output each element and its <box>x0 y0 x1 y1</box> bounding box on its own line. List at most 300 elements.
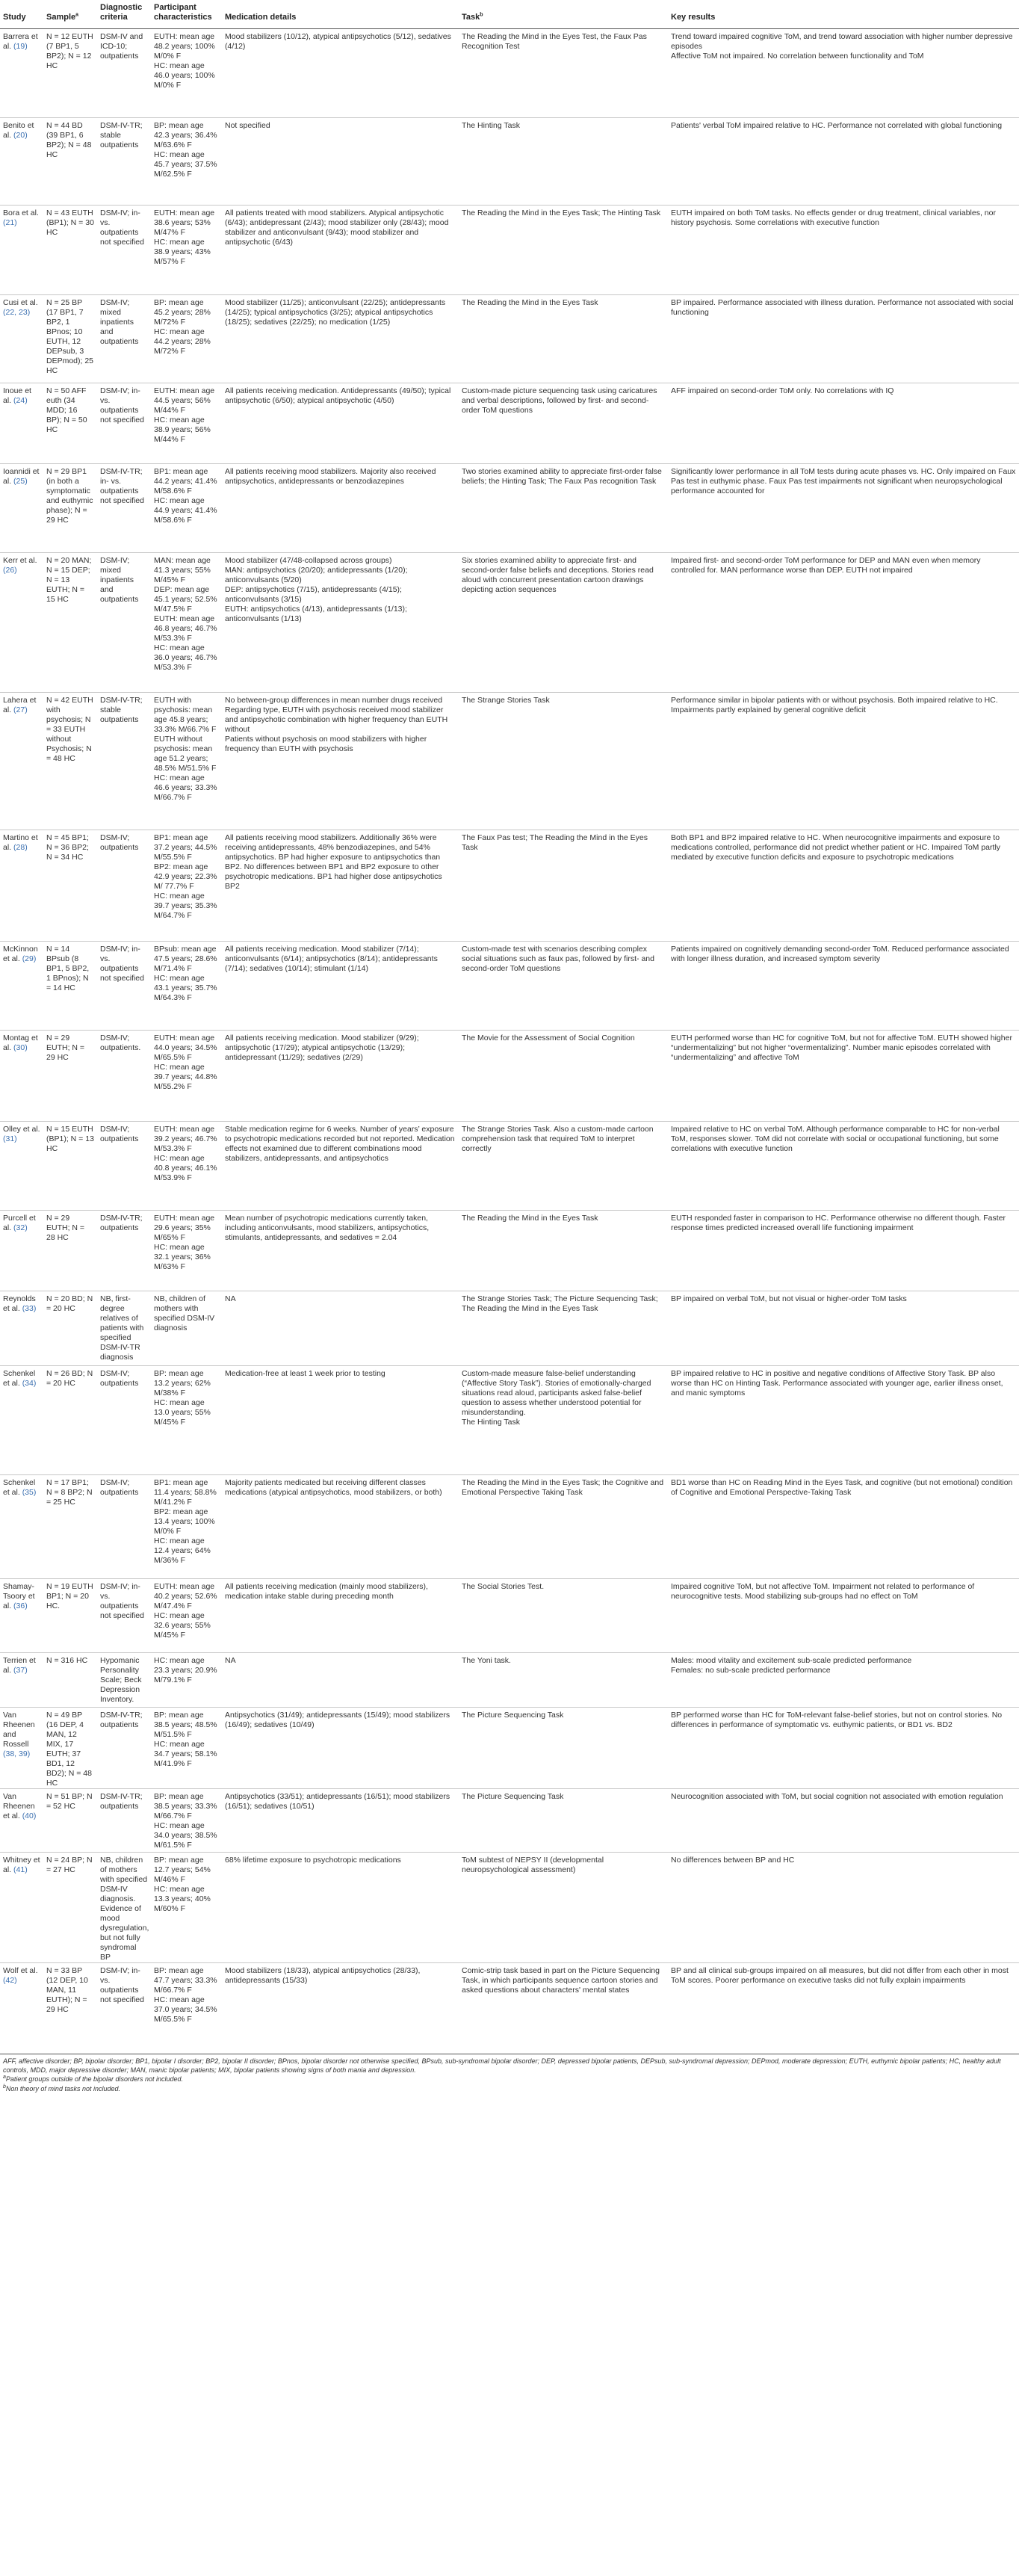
cell-text: DSM-IV; outpatients. <box>100 1034 141 1052</box>
cell-text: EUTH impaired on both ToM tasks. No effects gender or drug treatment, clinical variables, nor history psychosis. Some correlations with executive function <box>671 209 996 227</box>
cell-text: The Picture Sequencing Task <box>462 1792 564 1801</box>
cell-text: The Strange Stories Task. Also a custom-made cartoon comprehension task that required ToM to interpret correctly <box>462 1125 654 1153</box>
reference-link[interactable]: (20) <box>13 131 28 140</box>
cell-sample <box>43 693 97 830</box>
cell-task <box>459 1963 668 2054</box>
cell-text: BP: mean age 13.2 years; 62% M/38% F <box>154 1369 211 1397</box>
cell-text: Patients impaired on cognitively demanding second-order ToM. Reduced performance associated with longer illness duration, and increased symptom severity <box>671 945 1009 963</box>
cell-text: NA <box>225 1294 236 1303</box>
cell-diagnostic-criteria <box>97 1475 151 1579</box>
table-row <box>0 118 1019 206</box>
cell-text: HC: mean age 36.0 years; 46.7% M/53.3% F <box>154 643 217 672</box>
footnote <box>3 2075 1016 2084</box>
cell-medication-details <box>222 29 459 118</box>
cell-medication-details <box>222 1475 459 1579</box>
cell-sample <box>43 830 97 942</box>
cell-text: MAN: antipsychotics (20/20); antidepressants (1/20); anticonvulsants (5/20) <box>225 566 408 584</box>
cell-participant-characteristics <box>151 942 222 1031</box>
reference-link[interactable]: (33) <box>22 1304 37 1313</box>
cell-text: Kerr et al. (26) <box>3 556 37 575</box>
cell-text: EUTH: antipsychotics (4/13), antidepressants (1/13); anticonvulsants (1/13) <box>225 605 407 623</box>
cell-participant-characteristics <box>151 1291 222 1366</box>
cell-study <box>0 29 43 118</box>
cell-text: Ioannidi et al. (25) <box>3 467 40 486</box>
cell-text: EUTH: mean age 48.2 years; 100% M/0% F <box>154 32 215 61</box>
table-row <box>0 942 1019 1031</box>
cell-text: Performance similar in bipolar patients with or without psychosis. Both impaired relative to HC. Impairments partly explained by general cognitive deficit <box>671 696 998 714</box>
cell-key-results <box>668 1708 1019 1789</box>
cell-sample <box>43 1653 97 1708</box>
cell-text: BP impaired relative to HC in positive and negative conditions of Affective Story Task. BP also worse than HC on Hinting Task. Performance associated with younger age, earlier illness onset, and manic symptoms <box>671 1369 1003 1397</box>
cell-text: N = 17 BP1; N = 8 BP2; N = 25 HC <box>46 1478 93 1507</box>
cell-text: EUTH: mean age 46.8 years; 46.7% M/53.3% F <box>154 614 217 643</box>
cell-text: 68% lifetime exposure to psychotropic medications <box>225 1856 401 1865</box>
cell-text: DSM-IV; in- vs. outpatients not specified <box>100 209 144 247</box>
cell-text: All patients treated with mood stabilizers. Atypical antipsychotic (6/43); antidepressant (2/43); mood stabilizer only (28/43); mood stabilizer and anticonvulsant (9/43); mood stabilizer and antipsychotic (6/43) <box>225 209 449 247</box>
cell-diagnostic-criteria <box>97 553 151 693</box>
reference-link[interactable]: (26) <box>3 566 17 575</box>
header-footnote-marker: a <box>75 12 79 18</box>
table-row <box>0 1366 1019 1475</box>
cell-text: Lahera et al. (27) <box>3 696 37 714</box>
reference-link[interactable]: (38, 39) <box>3 1749 31 1758</box>
cell-text: EUTH: mean age 38.6 years; 53% M/47% F <box>154 209 215 237</box>
cell-diagnostic-criteria <box>97 1211 151 1291</box>
table-row <box>0 29 1019 118</box>
reference-link[interactable]: (21) <box>3 218 17 227</box>
cell-text: Schenkel et al. (34) <box>3 1369 37 1388</box>
cell-text: DSM-IV; mixed inpatients and outpatients <box>100 298 139 346</box>
cell-text: N = 15 EUTH (BP1); N = 13 HC <box>46 1125 94 1153</box>
cell-text: Shamay-Tsoory et al. (36) <box>3 1582 35 1610</box>
cell-medication-details <box>222 206 459 295</box>
cell-text: DSM-IV and ICD-10; outpatients <box>100 32 143 61</box>
cell-medication-details <box>222 942 459 1031</box>
cell-text: Custom-made measure false-belief understanding (“Affective Story Task”). Stories of emotionally-charged situations read aloud, participants asked false-belief question to assess whether understood potential for misunderstanding. <box>462 1369 651 1417</box>
cell-study <box>0 1708 43 1789</box>
cell-text: DSM-IV; in- vs. outpatients not specified <box>100 945 144 983</box>
table-row <box>0 464 1019 553</box>
cell-study <box>0 1122 43 1211</box>
cell-study <box>0 464 43 553</box>
cell-sample <box>43 383 97 464</box>
cell-text: DEP: mean age 45.1 years; 52.5% M/47.5% F <box>154 585 217 614</box>
cell-text: Affective ToM not impaired. No correlation between functionality and ToM <box>671 52 924 61</box>
cell-text: Mood stabilizer (11/25); anticonvulsant (22/25); antidepressants (14/25); typical antipsychotics (3/25); atypical antipsychotics (18/25); sedatives (22/25); no medication (1/25) <box>225 298 446 327</box>
cell-text: EUTH: mean age 39.2 years; 46.7% M/53.3% F <box>154 1125 217 1153</box>
cell-text: N = 43 EUTH (BP1); N = 30 HC <box>46 209 94 237</box>
reference-link[interactable]: (28) <box>13 843 28 852</box>
cell-sample <box>43 1122 97 1211</box>
cell-text: HC: mean age 32.1 years; 36% M/63% F <box>154 1243 211 1271</box>
cell-sample <box>43 1291 97 1366</box>
cell-text: Purcell et al. (32) <box>3 1214 36 1232</box>
footnote-marker: a <box>3 2075 6 2080</box>
table-row <box>0 206 1019 295</box>
cell-sample <box>43 464 97 553</box>
cell-diagnostic-criteria <box>97 295 151 383</box>
cell-text: Mood stabilizers (18/33), atypical antipsychotics (28/33), antidepressants (15/33) <box>225 1966 421 1985</box>
reference-link[interactable]: (29) <box>22 954 37 963</box>
cell-study <box>0 1211 43 1291</box>
cell-text: Males: mood vitality and excitement sub-scale predicted performance <box>671 1656 912 1665</box>
cell-diagnostic-criteria <box>97 1853 151 1963</box>
cell-text: DSM-IV-TR; in- vs. outpatients not specified <box>100 467 144 505</box>
cell-text: HC: mean age 44.2 years; 28% M/72% F <box>154 327 211 356</box>
cell-diagnostic-criteria <box>97 830 151 942</box>
cell-medication-details <box>222 1211 459 1291</box>
table-row <box>0 1708 1019 1789</box>
cell-text: BPsub: mean age 47.5 years; 28.6% M/71.4% F <box>154 945 217 973</box>
cell-sample <box>43 1211 97 1291</box>
cell-diagnostic-criteria <box>97 1708 151 1789</box>
cell-participant-characteristics <box>151 29 222 118</box>
cell-task <box>459 1211 668 1291</box>
cell-study <box>0 295 43 383</box>
cell-medication-details <box>222 1653 459 1708</box>
cell-text: Inoue et al. (24) <box>3 386 31 405</box>
cell-text: Medication-free at least 1 week prior to testing <box>225 1369 385 1378</box>
cell-text: All patients receiving medication. Mood stabilizer (7/14); anticonvulsants (6/14); antipsychotics (8/14); antidepressants (7/14); sedatives (10/14); stimulant (1/14) <box>225 945 438 973</box>
cell-text: Terrien et al. (37) <box>3 1656 36 1675</box>
cell-task <box>459 1853 668 1963</box>
reference-link[interactable]: (24) <box>13 396 28 405</box>
cell-text: No between-group differences in mean number drugs received <box>225 696 443 705</box>
cell-study <box>0 1475 43 1579</box>
cell-text: Impaired relative to HC on verbal ToM. Although performance comparable to HC for non-verbal ToM, responses slower. ToM did not correlate with social or occupational functioning, but some correlations with executive function <box>671 1125 1000 1153</box>
cell-text: N = 26 BD; N = 20 HC <box>46 1369 93 1388</box>
cell-text: DSM-IV-TR; outpatients <box>100 1792 143 1811</box>
reference-link[interactable]: (22, 23) <box>3 308 31 317</box>
cell-text: BP2: mean age 13.4 years; 100% M/0% F <box>154 1507 215 1536</box>
cell-task <box>459 295 668 383</box>
cell-text: HC: mean age 12.4 years; 64% M/36% F <box>154 1536 211 1565</box>
cell-sample <box>43 1366 97 1475</box>
cell-key-results <box>668 1853 1019 1963</box>
cell-text: The Reading the Mind in the Eyes Task; the Cognitive and Emotional Perspective Taking Task <box>462 1478 664 1497</box>
header-label: Study <box>3 13 26 22</box>
reference-link[interactable]: (41) <box>13 1865 28 1874</box>
table-row <box>0 1853 1019 1963</box>
cell-task <box>459 1579 668 1653</box>
cell-text: The Hinting Task <box>462 1418 521 1427</box>
cell-participant-characteristics <box>151 1963 222 2054</box>
reference-link[interactable]: (37) <box>13 1666 28 1675</box>
header-footnote-marker: b <box>480 12 483 18</box>
cell-text: Comic-strip task based in part on the Picture Sequencing Task, in which participants sequence cartoon stories and asked questions about characters' mental states <box>462 1966 660 1995</box>
cell-text: No differences between BP and HC <box>671 1856 795 1865</box>
cell-text: EUTH: mean age 44.0 years; 34.5% M/65.5% F <box>154 1034 217 1062</box>
cell-text: All patients receiving medication (mainly mood stabilizers), medication intake stable during preceding month <box>225 1582 428 1601</box>
cell-text: BP: mean age 38.5 years; 33.3% M/66.7% F <box>154 1792 217 1820</box>
cell-text: DSM-IV; mixed inpatients and outpatients <box>100 556 139 604</box>
cell-text: DSM-IV; in- vs. outpatients not specified <box>100 1582 144 1620</box>
header-participant-characteristics <box>151 0 222 29</box>
cell-text: N = 49 BP (16 DEP, 4 MAN, 12 MIX, 17 EUTH; 37 BD1, 12 BD2); N = 48 HC <box>46 1711 92 1788</box>
table-body <box>0 29 1019 2054</box>
cell-medication-details <box>222 1122 459 1211</box>
cell-text: HC: mean age 44.9 years; 41.4% M/58.6% F <box>154 496 217 525</box>
cell-text: N = 42 EUTH with psychosis; N = 33 EUTH without Psychosis; N = 48 HC <box>46 696 93 763</box>
cell-study <box>0 1366 43 1475</box>
cell-medication-details <box>222 1963 459 2054</box>
cell-text: DSM-IV; in- vs. outpatients not specified <box>100 1966 144 2004</box>
cell-sample <box>43 1708 97 1789</box>
cell-key-results <box>668 942 1019 1031</box>
reference-link[interactable]: (32) <box>13 1223 28 1232</box>
cell-task <box>459 206 668 295</box>
cell-text: HC: mean age 13.3 years; 40% M/60% F <box>154 1885 211 1913</box>
cell-text: ToM subtest of NEPSY II (developmental neuropsychological assessment) <box>462 1856 604 1874</box>
cell-sample <box>43 29 97 118</box>
cell-task <box>459 830 668 942</box>
cell-text: Trend toward impaired cognitive ToM, and trend toward association with higher number depressive episodes <box>671 32 1013 51</box>
cell-task <box>459 1708 668 1789</box>
cell-text: DSM-IV-TR; outpatients <box>100 1711 143 1729</box>
cell-text: All patients receiving mood stabilizers. Additionally 36% were receiving antidepressants, 48% benzodiazepines, and 54% antipsychotics. BP had higher exposure to antipsychotics than BP2. No differences between BP1 and BP2 exposure to other psychotropic medications. BP1 had higher dose antipsychotics BP2 <box>225 833 442 891</box>
cell-diagnostic-criteria <box>97 1366 151 1475</box>
cell-text: DSM-IV; outpatients <box>100 833 139 852</box>
cell-text: HC: mean age 34.7 years; 58.1% M/41.9% F <box>154 1740 217 1768</box>
cell-text: BP: mean age 45.2 years; 28% M/72% F <box>154 298 211 327</box>
cell-text: Significantly lower performance in all ToM tests during acute phases vs. HC. Only impaired on Faux Pas test in euthymic phase. Faux Pas test impairments not significant when neuropsychological performance accounted for <box>671 467 1016 495</box>
cell-text: HC: mean age 46.6 years; 33.3% M/66.7% F <box>154 773 217 802</box>
cell-key-results <box>668 118 1019 206</box>
cell-sample <box>43 1475 97 1579</box>
cell-diagnostic-criteria <box>97 383 151 464</box>
cell-text: EUTH: mean age 40.2 years; 52.6% M/47.4% F <box>154 1582 217 1610</box>
cell-medication-details <box>222 295 459 383</box>
reference-link[interactable]: (42) <box>3 1976 17 1985</box>
cell-text: HC: mean age 39.7 years; 44.8% M/55.2% F <box>154 1063 217 1091</box>
cell-participant-characteristics <box>151 1789 222 1853</box>
cell-text: N = 44 BD (39 BP1, 6 BP2); N = 48 HC <box>46 121 92 159</box>
header-diagnostic-criteria <box>97 0 151 29</box>
cell-text: The Reading the Mind in the Eyes Task; The Hinting Task <box>462 209 661 217</box>
cell-text: All patients receiving medication. Mood stabilizer (9/29); antipsychotic (17/29); atypical antipsychotic (13/29); antidepressant (11/29); sedatives (2/29) <box>225 1034 419 1062</box>
cell-participant-characteristics <box>151 464 222 553</box>
cell-study <box>0 1963 43 2054</box>
cell-diagnostic-criteria <box>97 942 151 1031</box>
table-row <box>0 1963 1019 2054</box>
cell-key-results <box>668 1291 1019 1366</box>
cell-text: HC: mean age 34.0 years; 38.5% M/61.5% F <box>154 1821 217 1850</box>
cell-text: Not specified <box>225 121 270 130</box>
cell-key-results <box>668 1031 1019 1122</box>
cell-text: EUTH: mean age 44.5 years; 56% M/44% F <box>154 386 215 415</box>
header-key-results <box>668 0 1019 29</box>
reference-link[interactable]: (31) <box>3 1134 17 1143</box>
cell-text: BP and all clinical sub-groups impaired on all measures, but did not differ from each other in most ToM scores. Poorer performance on executive tasks did not fully explain impairments <box>671 1966 1009 1985</box>
cell-task <box>459 1475 668 1579</box>
cell-task <box>459 118 668 206</box>
header-medication-details <box>222 0 459 29</box>
cell-key-results <box>668 464 1019 553</box>
cell-task <box>459 553 668 693</box>
cell-participant-characteristics <box>151 206 222 295</box>
cell-medication-details <box>222 1366 459 1475</box>
cell-text: All patients receiving mood stabilizers. Majority also received antipsychotics, antidepressants or benzodiazepines <box>225 467 436 486</box>
cell-key-results <box>668 206 1019 295</box>
cell-text: Six stories examined ability to appreciate first- and second-order false beliefs and deceptions. Stories read aloud with concurrent presentation cartoon drawings depicting action sequences <box>462 556 654 594</box>
cell-text: HC: mean age 37.0 years; 34.5% M/65.5% F <box>154 1995 217 2024</box>
cell-diagnostic-criteria <box>97 1579 151 1653</box>
table-footnotes <box>0 2054 1019 2093</box>
cell-medication-details <box>222 1579 459 1653</box>
cell-text: Whitney et al. (41) <box>3 1856 40 1874</box>
cell-sample <box>43 206 97 295</box>
cell-sample <box>43 1579 97 1653</box>
cell-text: N = 20 BD; N = 20 HC <box>46 1294 93 1313</box>
cell-participant-characteristics <box>151 1366 222 1475</box>
cell-medication-details <box>222 383 459 464</box>
cell-text: The Yoni task. <box>462 1656 511 1665</box>
cell-study <box>0 1653 43 1708</box>
table-row <box>0 1475 1019 1579</box>
cell-text: N = 316 HC <box>46 1656 88 1665</box>
table-row <box>0 1122 1019 1211</box>
cell-study <box>0 942 43 1031</box>
cell-text: The Strange Stories Task; The Picture Sequencing Task; The Reading the Mind in the Eyes Task <box>462 1294 658 1313</box>
table-row <box>0 693 1019 830</box>
cell-sample <box>43 553 97 693</box>
cell-sample <box>43 118 97 206</box>
cell-key-results <box>668 553 1019 693</box>
cell-participant-characteristics <box>151 118 222 206</box>
cell-text: N = 19 EUTH BP1; N = 20 HC. <box>46 1582 93 1610</box>
cell-text: Majority patients medicated but receiving different classes medications (atypical antipsychotics, mood stabilizers, or both) <box>225 1478 442 1497</box>
cell-text: McKinnon et al. (29) <box>3 945 38 963</box>
cell-sample <box>43 295 97 383</box>
cell-text: Cusi et al. (22, 23) <box>3 298 38 317</box>
header-study <box>0 0 43 29</box>
cell-text: Mood stabilizer (47/48-collapsed across groups) <box>225 556 392 565</box>
header-label: Diagnostic criteria <box>100 3 143 22</box>
cell-participant-characteristics <box>151 383 222 464</box>
cell-text: Custom-made picture sequencing task using caricatures and verbal descriptions, followed by first- and second-order ToM questions <box>462 386 657 415</box>
reference-link[interactable]: (40) <box>22 1811 37 1820</box>
cell-text: Barrera et al. (19) <box>3 32 38 51</box>
cell-text: N = 25 BP (17 BP1, 7 BP2, 1 BPnos; 10 EUTH, 12 DEPsub, 3 DEPmod); 25 HC <box>46 298 94 375</box>
cell-medication-details <box>222 1789 459 1853</box>
header-label: Medication details <box>225 13 297 22</box>
table-row <box>0 553 1019 693</box>
cell-text: DEP: antipsychotics (7/15), antidepressants (4/15); anticonvulsants (3/15) <box>225 585 402 604</box>
footnote-marker: b <box>3 2084 6 2089</box>
cell-sample <box>43 1853 97 1963</box>
cell-key-results <box>668 295 1019 383</box>
reference-link[interactable]: (30) <box>13 1043 28 1052</box>
reference-link[interactable]: (27) <box>13 705 28 714</box>
cell-text: Martino et al. (28) <box>3 833 38 852</box>
cell-text: The Reading the Mind in the Eyes Test, the Faux Pas Recognition Test <box>462 32 647 51</box>
cell-study <box>0 1853 43 1963</box>
header-task <box>459 0 668 29</box>
cell-text: HC: mean age 38.9 years; 56% M/44% F <box>154 416 211 444</box>
table-row <box>0 295 1019 383</box>
cell-text: HC: mean age 45.7 years; 37.5% M/62.5% F <box>154 150 217 179</box>
cell-text: BP2: mean age 42.9 years; 22.3% M/ 77.7% F <box>154 862 217 891</box>
cell-text: HC: mean age 46.0 years; 100% M/0% F <box>154 61 215 90</box>
cell-text: Olley et al. (31) <box>3 1125 40 1143</box>
cell-text: The Social Stories Test. <box>462 1582 545 1591</box>
cell-text: N = 24 BP; N = 27 HC <box>46 1856 93 1874</box>
reference-link[interactable]: (36) <box>13 1601 28 1610</box>
cell-key-results <box>668 1653 1019 1708</box>
cell-text: HC: mean age 40.8 years; 46.1% M/53.9% F <box>154 1154 217 1182</box>
cell-study <box>0 553 43 693</box>
table-row <box>0 383 1019 464</box>
cell-text: DSM-IV; outpatients <box>100 1478 139 1497</box>
cell-text: EUTH without psychosis: mean age 51.2 years; 48.5% M/51.5% F <box>154 735 217 773</box>
cell-participant-characteristics <box>151 1211 222 1291</box>
cell-diagnostic-criteria <box>97 693 151 830</box>
cell-study <box>0 383 43 464</box>
cell-study <box>0 1789 43 1853</box>
cell-diagnostic-criteria <box>97 1653 151 1708</box>
cell-text: N = 20 MAN; N = 15 DEP; N = 13 EUTH; N = 15 HC <box>46 556 92 604</box>
cell-participant-characteristics <box>151 830 222 942</box>
table-row <box>0 1579 1019 1653</box>
footnote <box>3 2085 1016 2094</box>
cell-text: N = 12 EUTH (7 BP1, 5 BP2); N = 12 HC <box>46 32 93 70</box>
cell-text: Custom-made test with scenarios describing complex social situations such as faux pas, followed by first- and second-order ToM questions <box>462 945 654 973</box>
cell-study <box>0 1031 43 1122</box>
cell-text: HC: mean age 43.1 years; 35.7% M/64.3% F <box>154 974 217 1002</box>
footnote-text: Patient groups outside of the bipolar disorders not included. <box>5 2075 184 2083</box>
cell-diagnostic-criteria <box>97 1963 151 2054</box>
cell-text: Patients without psychosis on mood stabilizers with higher frequency than EUTH with psychosis <box>225 735 427 753</box>
reference-link[interactable]: (35) <box>22 1488 37 1497</box>
cell-participant-characteristics <box>151 295 222 383</box>
cell-text: Stable medication regime for 6 weeks. Number of years’ exposure to psychotropic medications recorded but not reported. Medication effects not examined due to different combinations mood stabilizers, antidepressants, and antipsychotics <box>225 1125 455 1163</box>
cell-text: DSM-IV-TR; stable outpatients <box>100 121 143 149</box>
cell-text: EUTH: mean age 29.6 years; 35% M/65% F <box>154 1214 215 1242</box>
cell-text: Bora et al. (21) <box>3 209 39 227</box>
reference-link[interactable]: (34) <box>22 1379 37 1388</box>
cell-task <box>459 1653 668 1708</box>
cell-text: DSM-IV-TR; stable outpatients <box>100 696 143 724</box>
cell-text: All patients receiving medication. Antidepressants (49/50); typical antipsychotic (6/50); atypical antipsychotic (4/50) <box>225 386 451 405</box>
cell-text: Mean number of psychotropic medications currently taken, including anticonvulsants, mood stabilizers, antipsychotics, stimulants, antidepressants, and sedatives = 2.04 <box>225 1214 430 1242</box>
cell-diagnostic-criteria <box>97 118 151 206</box>
cell-text: NB, first-degree relatives of patients with specified DSM-IV-TR diagnosis <box>100 1294 144 1362</box>
cell-text: Antipsychotics (33/51); antidepressants (16/51); mood stabilizers (16/51); sedatives (10/51) <box>225 1792 450 1811</box>
table-row <box>0 830 1019 942</box>
cell-text: N = 29 EUTH; N = 28 HC <box>46 1214 85 1242</box>
cell-text: AFF impaired on second-order ToM only. No correlations with IQ <box>671 386 894 395</box>
cell-text: BP1: mean age 37.2 years; 44.5% M/55.5% F <box>154 833 217 862</box>
cell-task <box>459 383 668 464</box>
cell-participant-characteristics <box>151 1579 222 1653</box>
cell-study <box>0 1291 43 1366</box>
cell-text: The Reading the Mind in the Eyes Task <box>462 298 598 307</box>
cell-diagnostic-criteria <box>97 29 151 118</box>
cell-text: BP: mean age 38.5 years; 48.5% M/51.5% F <box>154 1711 217 1739</box>
cell-text: BP1: mean age 11.4 years; 58.8% M/41.2% F <box>154 1478 217 1507</box>
cell-study <box>0 830 43 942</box>
cell-key-results <box>668 1579 1019 1653</box>
cell-sample <box>43 1789 97 1853</box>
cell-text: The Picture Sequencing Task <box>462 1711 564 1720</box>
reference-link[interactable]: (25) <box>13 477 28 486</box>
cell-text: The Strange Stories Task <box>462 696 550 705</box>
header-label: Task <box>462 13 480 22</box>
cell-diagnostic-criteria <box>97 1122 151 1211</box>
reference-link[interactable]: (19) <box>13 42 28 51</box>
cell-text: DSM-IV; outpatients <box>100 1125 139 1143</box>
cell-diagnostic-criteria <box>97 1789 151 1853</box>
